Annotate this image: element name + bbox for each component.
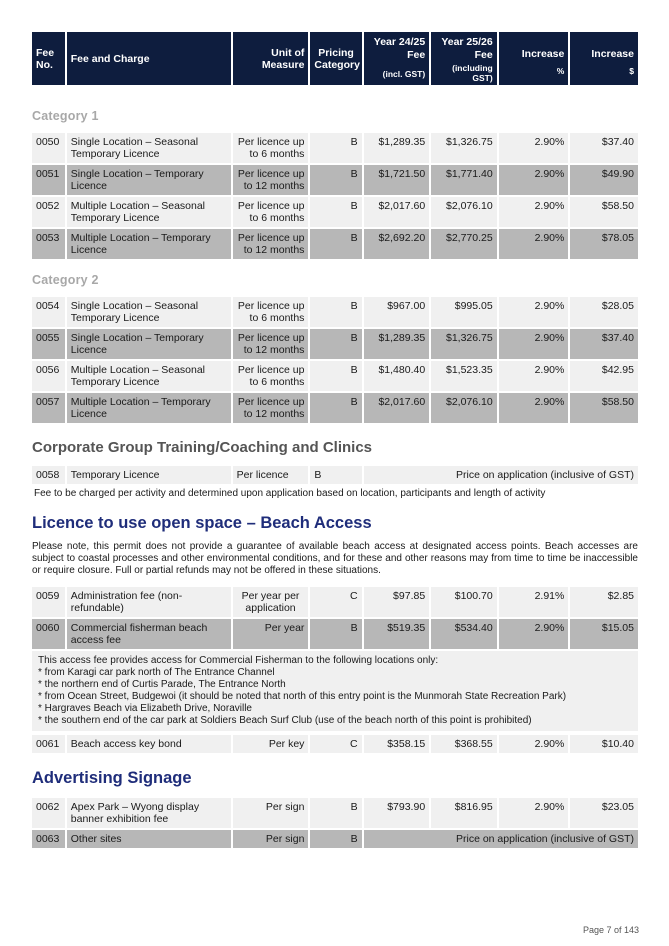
increase-pct: 2.90% [499, 798, 569, 828]
increase-pct: 2.90% [499, 297, 569, 327]
fee-2526: $1,771.40 [431, 165, 497, 195]
fee-no: 0056 [32, 361, 65, 391]
fee-unit: Per licence up to 6 months [233, 361, 309, 391]
increase-amt: $37.40 [570, 133, 638, 163]
fee-2526: $816.95 [431, 798, 497, 828]
category-1-table [30, 131, 640, 261]
fee-category: B [310, 393, 361, 423]
fee-category: B [310, 229, 361, 259]
price-on-application: Price on application (inclusive of GST) [364, 830, 638, 848]
increase-amt: $78.05 [570, 229, 638, 259]
header-pricing-category: Pricing Category [310, 32, 361, 85]
fee-2425: $1,289.35 [364, 329, 430, 359]
header-unit-of-measure: Unit of Measure [233, 32, 309, 85]
fee-name: Commercial fisherman beach access fee [67, 619, 231, 649]
table-row [32, 393, 638, 423]
table-row [32, 197, 638, 227]
fee-unit: Per licence up to 6 months [233, 133, 309, 163]
header-year-2425 [364, 32, 430, 85]
fee-2425: $2,017.60 [364, 197, 430, 227]
increase-amt: $23.05 [570, 798, 638, 828]
fee-2526: $2,076.10 [431, 393, 497, 423]
fee-name: Multiple Location – Temporary Licence [67, 393, 231, 423]
header-year-2526 [431, 32, 497, 85]
fee-name: Single Location – Temporary Licence [67, 165, 231, 195]
header-increase-pct-label: Increase [521, 48, 565, 60]
table-row [32, 798, 638, 828]
increase-amt: $28.05 [570, 297, 638, 327]
fee-name: Administration fee (non-refundable) [67, 587, 231, 617]
fee-2425: $2,692.20 [364, 229, 430, 259]
fee-2526: $1,523.35 [431, 361, 497, 391]
fee-2526: $368.55 [431, 735, 497, 753]
header-year-2425-fee: Fee [407, 49, 426, 61]
note-line: * the northern end of Curtis Parade, The Entrance North [38, 679, 286, 690]
header-year-2526-top: Year 25/26 [441, 36, 493, 48]
fee-name: Single Location – Seasonal Temporary Licence [67, 133, 231, 163]
fee-no: 0058 [32, 466, 65, 484]
header-fee-and-charge: Fee and Charge [67, 32, 231, 85]
fee-unit: Per licence up to 6 months [233, 197, 309, 227]
increase-amt: $15.05 [570, 619, 638, 649]
fee-2425: $97.85 [364, 587, 430, 617]
fee-no: 0062 [32, 798, 65, 828]
fee-2425: $2,017.60 [364, 393, 430, 423]
fee-no: 0060 [32, 619, 65, 649]
increase-pct: 2.91% [499, 587, 569, 617]
fee-category: B [310, 329, 361, 359]
increase-amt: $37.40 [570, 329, 638, 359]
fee-2425: $358.15 [364, 735, 430, 753]
increase-pct: 2.90% [499, 229, 569, 259]
fee-name: Multiple Location – Temporary Licence [67, 229, 231, 259]
category-2-table [30, 295, 640, 425]
note-line: * Hargraves Beach via Elizabeth Drive, Noraville [38, 703, 252, 714]
fee-unit: Per licence up to 12 months [233, 393, 309, 423]
table-row [32, 165, 638, 195]
note-line: * the southern end of the car park at Soldiers Beach Surf Club (use of the beach north of this point is prohibited) [38, 715, 532, 726]
table-row [32, 297, 638, 327]
table-row [32, 466, 638, 484]
fee-unit: Per licence up to 12 months [233, 229, 309, 259]
fee-no: 0063 [32, 830, 65, 848]
fee-2526: $1,326.75 [431, 329, 497, 359]
fee-2425: $1,289.35 [364, 133, 430, 163]
fee-category: C [310, 735, 361, 753]
increase-pct: 2.90% [499, 165, 569, 195]
page-number: Page 7 of 143 [582, 925, 639, 935]
fee-category: B [310, 619, 361, 649]
fee-unit: Per year [233, 619, 309, 649]
fee-no: 0053 [32, 229, 65, 259]
fee-2526: $100.70 [431, 587, 497, 617]
fee-no: 0057 [32, 393, 65, 423]
beach-access-paragraph: Please note, this permit does not provide a guarantee of available beach access at designated access points. Beach accesses are subject to coastal processes and other environmental conditions, and for these and other reasons may from time to time be inaccessible or require closure. Full or partial refunds may not be offered in these situations. [32, 541, 638, 576]
beach-key-bond-table [30, 733, 640, 755]
fee-name: Temporary Licence [67, 466, 231, 484]
fee-unit: Per year per application [233, 587, 309, 617]
fee-no: 0055 [32, 329, 65, 359]
increase-amt: $58.50 [570, 197, 638, 227]
fee-name: Single Location – Temporary Licence [67, 329, 231, 359]
fee-unit: Per licence [233, 466, 309, 484]
table-row [32, 619, 638, 649]
beach-access-section-title: Licence to use open space – Beach Access [32, 514, 372, 532]
increase-amt: $10.40 [570, 735, 638, 753]
fee-2526: $995.05 [431, 297, 497, 327]
table-row [32, 735, 638, 753]
fee-2526: $1,326.75 [431, 133, 497, 163]
corporate-table [30, 464, 640, 486]
header-year-2425-top: Year 24/25 [373, 36, 426, 48]
header-year-2425-sub: (incl. GST) [382, 69, 426, 79]
increase-pct: 2.90% [499, 133, 569, 163]
fee-name: Multiple Location – Seasonal Temporary Licence [67, 361, 231, 391]
increase-pct: 2.90% [499, 361, 569, 391]
increase-amt: $58.50 [570, 393, 638, 423]
table-row [32, 361, 638, 391]
fee-unit: Per sign [233, 830, 309, 848]
header-year-2526-fee: Fee [474, 49, 493, 61]
fee-no: 0059 [32, 587, 65, 617]
corporate-section-title: Corporate Group Training/Coaching and Clinics [32, 439, 373, 456]
increase-pct: 2.90% [499, 619, 569, 649]
category-2-title: Category 2 [32, 273, 99, 287]
fee-schedule-page [32, 30, 638, 850]
fee-2425: $1,480.40 [364, 361, 430, 391]
fee-no: 0054 [32, 297, 65, 327]
table-row [32, 830, 638, 848]
fee-category: B [310, 798, 361, 828]
increase-amt: $2.85 [570, 587, 638, 617]
fee-name: Single Location – Seasonal Temporary Licence [67, 297, 231, 327]
fee-no: 0051 [32, 165, 65, 195]
fee-category: B [310, 830, 361, 848]
table-row [32, 229, 638, 259]
fee-2425: $1,721.50 [364, 165, 430, 195]
fee-category: B [310, 297, 361, 327]
fee-unit: Per key [233, 735, 309, 753]
beach-access-table [30, 585, 640, 651]
fee-2425: $793.90 [364, 798, 430, 828]
fee-2526: $2,076.10 [431, 197, 497, 227]
header-increase-amt-sub: $ [629, 66, 634, 76]
header-fee-no: Fee No. [32, 32, 65, 85]
fee-name: Apex Park – Wyong display banner exhibition fee [67, 798, 231, 828]
increase-amt: $49.90 [570, 165, 638, 195]
advertising-signage-section-title: Advertising Signage [32, 769, 192, 787]
increase-pct: 2.90% [499, 329, 569, 359]
table-row [32, 587, 638, 617]
header-year-2526-sub: (including GST) [452, 63, 493, 83]
fee-2526: $534.40 [431, 619, 497, 649]
header-increase-pct [499, 32, 569, 85]
beach-access-locations-note [32, 651, 638, 731]
increase-pct: 2.90% [499, 735, 569, 753]
increase-pct: 2.90% [499, 393, 569, 423]
table-row [32, 329, 638, 359]
fee-category: C [310, 587, 361, 617]
fee-no: 0061 [32, 735, 65, 753]
fee-unit: Per licence up to 6 months [233, 297, 309, 327]
table-row [32, 133, 638, 163]
fee-category: B [310, 165, 361, 195]
note-line: * from Ocean Street, Budgewoi (it should be noted that north of this entry point is the Munmorah State Recreation Park) [38, 691, 567, 702]
price-on-application: Price on application (inclusive of GST) [364, 466, 638, 484]
fee-no: 0052 [32, 197, 65, 227]
header-increase-pct-sub: % [556, 66, 565, 76]
increase-amt: $42.95 [570, 361, 638, 391]
header-increase-amt [570, 32, 638, 85]
fee-category: B [310, 466, 361, 484]
fee-unit: Per licence up to 12 months [233, 165, 309, 195]
fee-2526: $2,770.25 [431, 229, 497, 259]
fee-category: B [310, 361, 361, 391]
fee-category: B [310, 133, 361, 163]
corporate-note: Fee to be charged per activity and determined upon application based on location, participants and length of activity [34, 488, 546, 499]
fee-category: B [310, 197, 361, 227]
note-line: This access fee provides access for Commercial Fisherman to the following locations only: [38, 655, 439, 666]
note-line: * from Karagi car park north of The Entrance Channel [38, 667, 275, 678]
fee-table-header [30, 30, 640, 87]
fee-2425: $519.35 [364, 619, 430, 649]
fee-2425: $967.00 [364, 297, 430, 327]
fee-unit: Per sign [233, 798, 309, 828]
fee-no: 0050 [32, 133, 65, 163]
fee-name: Multiple Location – Seasonal Temporary Licence [67, 197, 231, 227]
category-1-title: Category 1 [32, 109, 99, 123]
header-increase-amt-label: Increase [591, 48, 634, 60]
fee-unit: Per licence up to 12 months [233, 329, 309, 359]
fee-name: Other sites [67, 830, 231, 848]
fee-name: Beach access key bond [67, 735, 231, 753]
advertising-signage-table [30, 796, 640, 850]
increase-pct: 2.90% [499, 197, 569, 227]
